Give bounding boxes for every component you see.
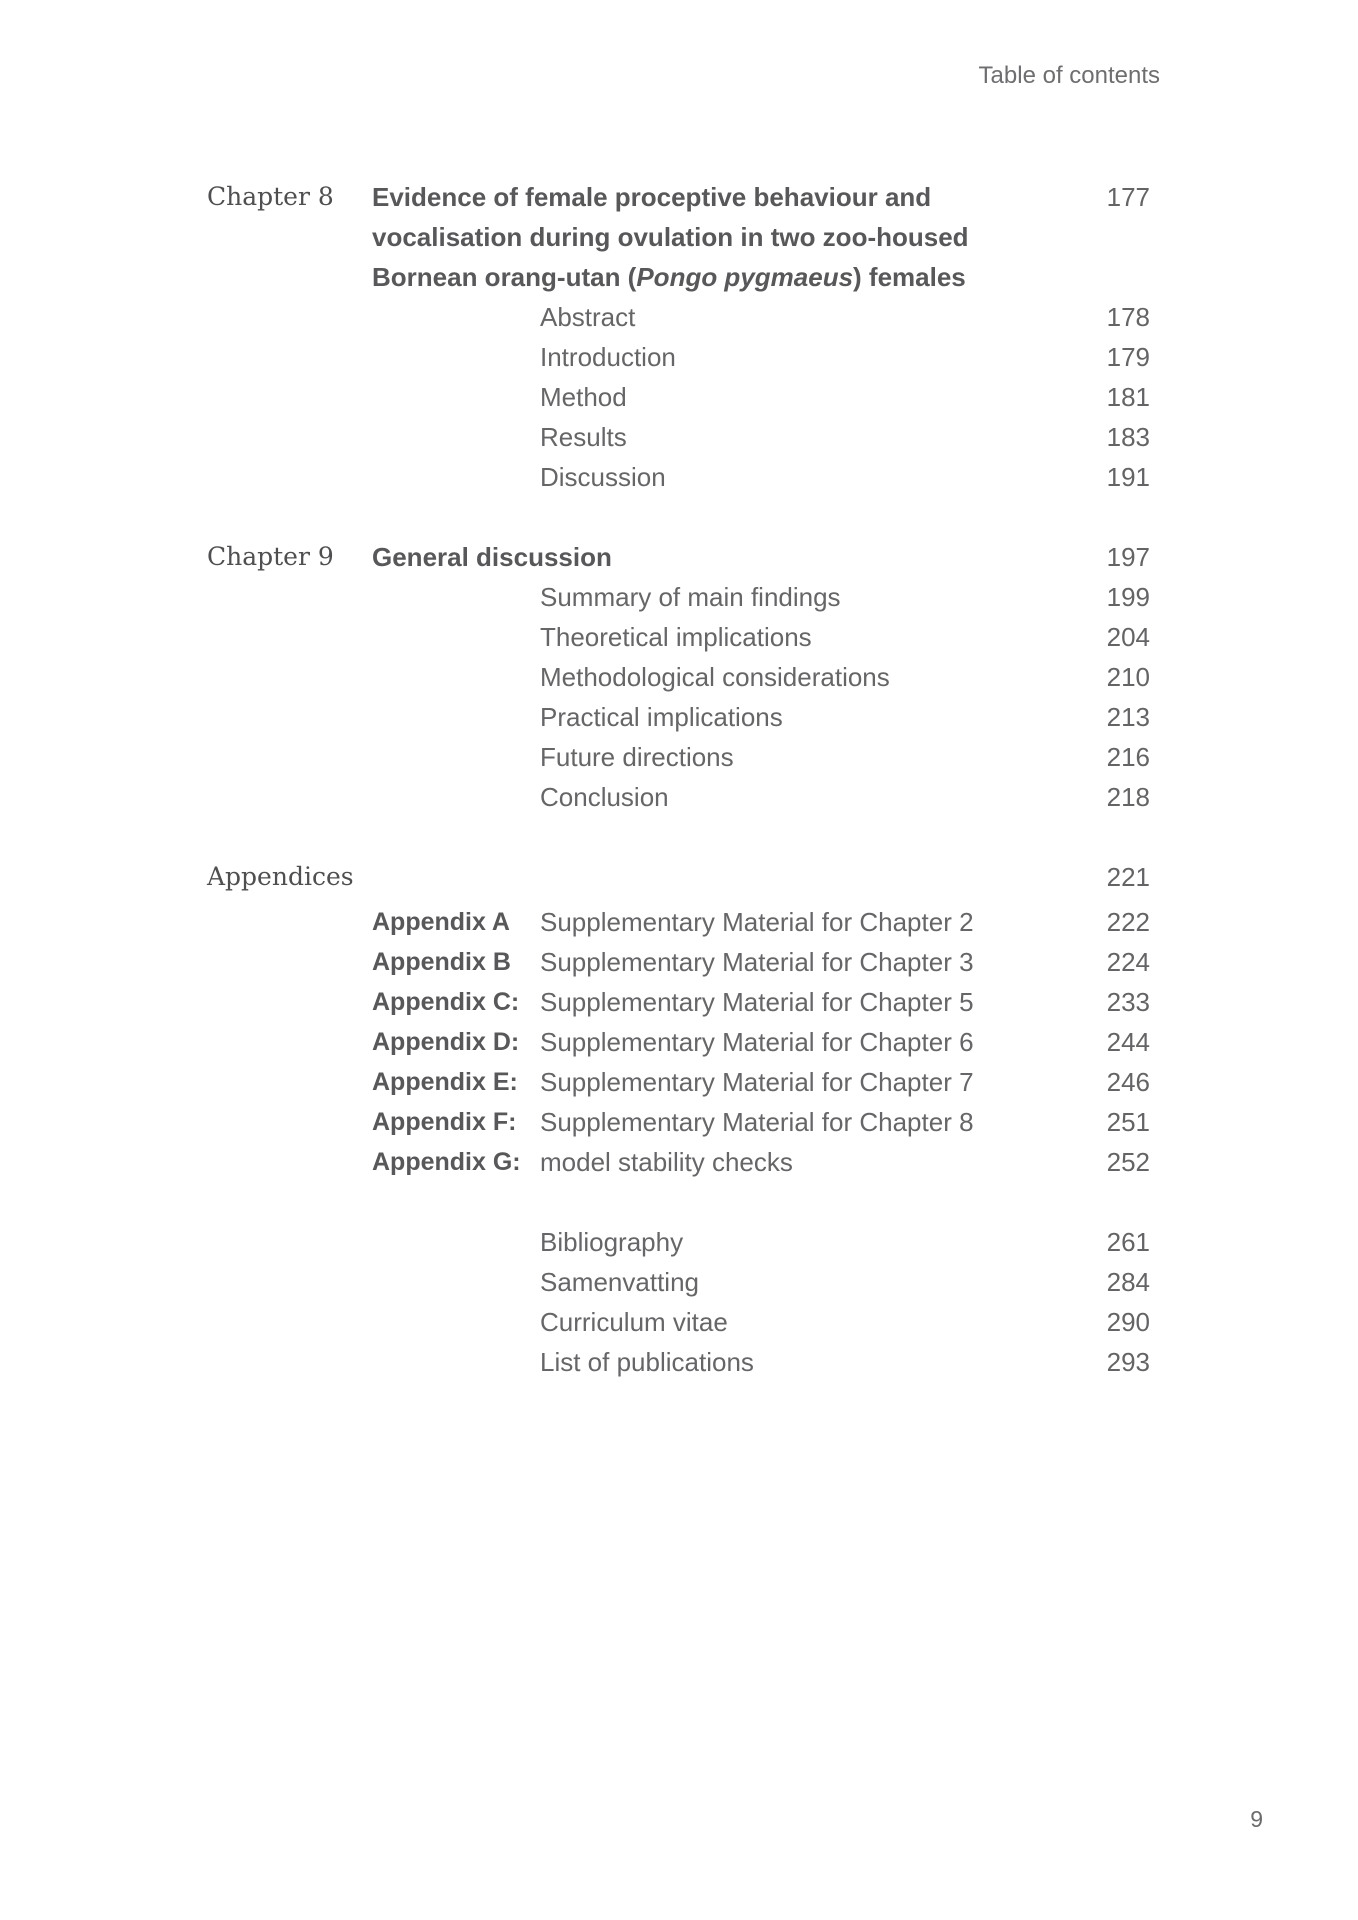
footer-page-number: 9: [1250, 1806, 1263, 1832]
page-number: 224: [1106, 947, 1150, 977]
page-number: 199: [1106, 582, 1150, 612]
toc-item-label: Conclusion: [540, 782, 669, 812]
page-number: 178: [1106, 302, 1150, 332]
toc-row: [207, 577, 1150, 617]
appendix-title: Supplementary Material for Chapter 7: [540, 1067, 974, 1097]
appendix-label: Appendix D:: [372, 1028, 520, 1056]
toc-item-label: Samenvatting: [540, 1267, 699, 1297]
chapter8-title-line3-post: ) females: [853, 262, 966, 292]
appendix-title: Supplementary Material for Chapter 3: [540, 947, 974, 977]
page-number: 179: [1106, 342, 1150, 372]
toc-item-label: Practical implications: [540, 702, 783, 732]
section-spacer: [207, 1182, 1150, 1222]
toc-item-label: Abstract: [540, 302, 636, 332]
toc-item-label: Method: [540, 382, 627, 412]
page-number: 290: [1106, 1307, 1150, 1337]
toc-item-label: Curriculum vitae: [540, 1307, 728, 1337]
toc-row: [207, 1262, 1150, 1302]
toc-item-label: Future directions: [540, 742, 734, 772]
toc-row-appendices: [207, 857, 1150, 897]
page-number: 181: [1106, 382, 1150, 412]
page-number: 218: [1106, 782, 1150, 812]
toc-row-chapter9: [207, 537, 1150, 577]
chapter9-title: General discussion: [372, 542, 612, 572]
page-number: 284: [1106, 1267, 1150, 1297]
toc-row: [207, 1342, 1150, 1382]
page-number: 251: [1106, 1107, 1150, 1137]
toc-row: [207, 1302, 1150, 1342]
appendix-label: Appendix A: [372, 908, 510, 936]
toc-row: [207, 737, 1150, 777]
toc-row-appendix: [207, 902, 1150, 942]
toc-item-label: Theoretical implications: [540, 622, 812, 652]
page-number: 261: [1106, 1227, 1150, 1257]
toc-row: [207, 417, 1150, 457]
table-of-contents: [207, 177, 1150, 1382]
section-spacer: [207, 497, 1150, 537]
page-number: 210: [1106, 662, 1150, 692]
toc-row: [207, 697, 1150, 737]
toc-item-label: List of publications: [540, 1347, 754, 1377]
page-number: 204: [1106, 622, 1150, 652]
toc-row-chapter8-title2: [207, 217, 1150, 257]
toc-item-label: Bibliography: [540, 1227, 684, 1257]
toc-row-appendix: [207, 982, 1150, 1022]
toc-row: [207, 457, 1150, 497]
page-number: 191: [1106, 462, 1150, 492]
appendix-label: Appendix F:: [372, 1108, 517, 1136]
chapter9-label: Chapter 9: [207, 542, 334, 571]
toc-row: [207, 337, 1150, 377]
page-number: 252: [1106, 1147, 1150, 1177]
page-number: 216: [1106, 742, 1150, 772]
page-number: 293: [1106, 1347, 1150, 1377]
page-number: 197: [1106, 542, 1150, 572]
appendix-label: Appendix E:: [372, 1068, 518, 1096]
page-number: 177: [1106, 182, 1150, 212]
appendix-label: Appendix G:: [372, 1148, 521, 1176]
appendix-title: Supplementary Material for Chapter 8: [540, 1107, 974, 1137]
toc-row: [207, 617, 1150, 657]
chapter8-title-line1: Evidence of female proceptive behaviour and: [372, 182, 932, 212]
page-number: 246: [1106, 1067, 1150, 1097]
section-spacer: [207, 817, 1150, 857]
chapter8-title-line3-pre: Bornean orang-utan (: [372, 262, 637, 292]
page-number: 222: [1106, 907, 1150, 937]
chapter8-title-line3: [372, 257, 1060, 297]
toc-row-chapter8-title3: [207, 257, 1150, 297]
toc-row-appendix: [207, 942, 1150, 982]
page-number: 221: [1106, 862, 1150, 892]
chapter8-title-line2: vocalisation during ovulation in two zoo-housed: [372, 222, 969, 252]
toc-item-label: Introduction: [540, 342, 676, 372]
toc-item-label: Results: [540, 422, 627, 452]
toc-row: [207, 657, 1150, 697]
toc-row-appendix: [207, 1142, 1150, 1182]
toc-row: [207, 1222, 1150, 1262]
appendix-title: Supplementary Material for Chapter 2: [540, 907, 974, 937]
appendix-title: Supplementary Material for Chapter 5: [540, 987, 974, 1017]
toc-row-appendix: [207, 1022, 1150, 1062]
page-number: 244: [1106, 1027, 1150, 1057]
appendix-title: Supplementary Material for Chapter 6: [540, 1027, 974, 1057]
toc-row-appendix: [207, 1062, 1150, 1102]
toc-row-appendix: [207, 1102, 1150, 1142]
toc-item-label: Summary of main findings: [540, 582, 841, 612]
page-number: 183: [1106, 422, 1150, 452]
toc-row: [207, 297, 1150, 337]
page-header-label: Table of contents: [978, 62, 1160, 89]
appendix-label: Appendix C:: [372, 988, 520, 1016]
page-number: 233: [1106, 987, 1150, 1017]
appendix-title: model stability checks: [540, 1147, 793, 1177]
toc-item-label: Discussion: [540, 462, 666, 492]
chapter8-title-species-name: Pongo pygmaeus: [636, 262, 854, 292]
toc-row: [207, 377, 1150, 417]
toc-item-label: Methodological considerations: [540, 662, 890, 692]
page-number: 213: [1106, 702, 1150, 732]
toc-row-chapter8: [207, 177, 1150, 217]
chapter8-label: Chapter 8: [207, 182, 334, 211]
appendix-label: Appendix B: [372, 948, 511, 976]
appendices-label: Appendices: [207, 862, 354, 891]
toc-row: [207, 777, 1150, 817]
